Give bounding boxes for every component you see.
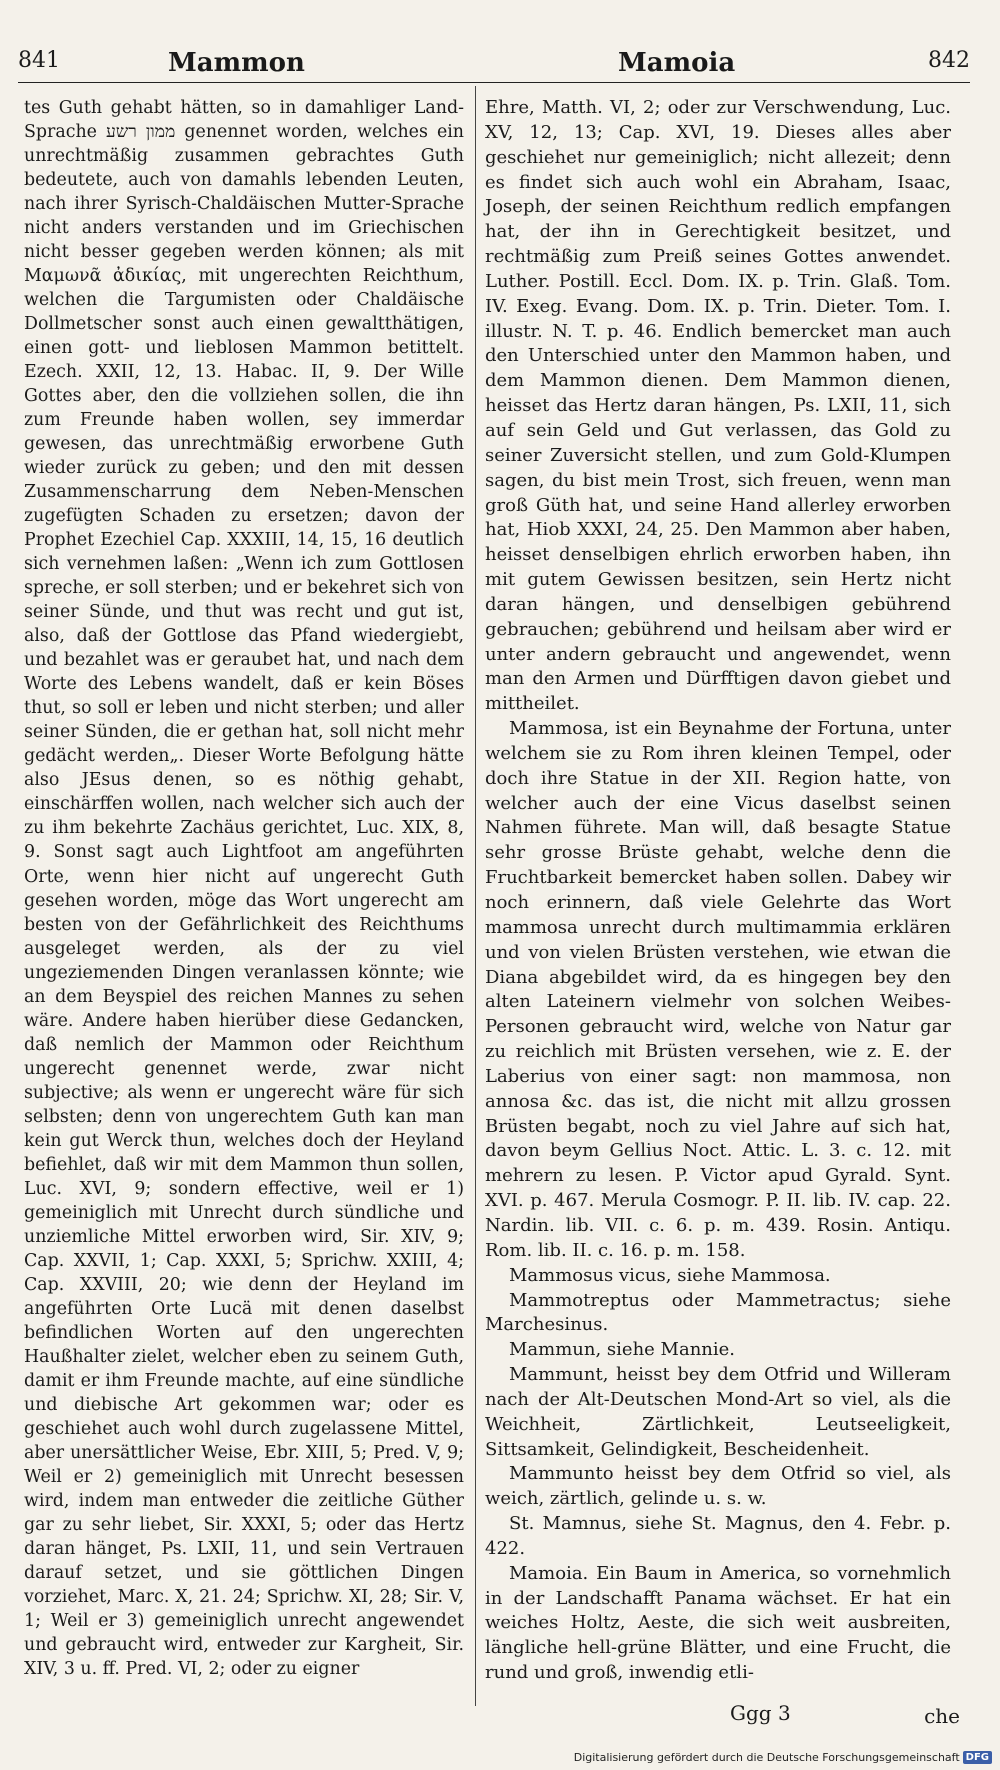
right-paragraph: Mammosus vicus, siehe Mammosa. [509, 1264, 831, 1286]
right-paragraph: Mamoia. Ein Baum in America, so vornehmlich in der Landschafft Panama wächset. Er hat ein weiches Holtz, Aeste, die sich weit ausbreiten, längliche hell-grüne Blätter, und eine Frucht, die rund und groß, inwendig etli- [485, 1562, 951, 1684]
right-paragraph: Mammosa, ist ein Beynahme der Fortuna, unter welchem sie zu Rom ihren kleinen Tempel, oder doch ihre Statue in der XII. Region hatte, von welcher auch der eine Vicus daselbst seinen Nahmen führete. Man will, daß besagte Statue sehr grosse Brüste gehabt, welche denn die Fruchtbarkeit bemercket haben sollen. Dabey wir noch erinnern, daß viele Gelehrte das Wort mammosa unrecht durch multimammia erklären und von vielen Brüsten verstehen, wie etwan die Diana abgebildet wird, da es hingegen bey den alten Lateinern vielmehr von solchen Weibes-Personen gebraucht wird, welche von Natur gar zu reichlich mit Brüsten versehen, wie z. E. der Laberius von einer sagt: non mammosa, non annosa &c. das ist, die nicht mit allzu grossen Brüsten begabt, noch zu viel Jahre auf sich hat, davon beym Gellius Noct. Attic. L. 3. c. 12. mit mehrern zu lesen. P. Victor apud Gyrald. Synt. XVI. p. 467. Merula Cosmogr. P. II. lib. IV. cap. 22. Nardin. lib. VII. c. 6. p. m. 439. Rosin. Antiqu. Rom. lib. II. c. 16. p. m. 158. [485, 718, 951, 1261]
left-column [24, 96, 464, 1681]
column-divider [475, 86, 476, 1706]
right-column [485, 96, 951, 1686]
right-paragraph: Mammunto heisst bey dem Otfrid so viel, als weich, zärtlich, gelinde u. s. w. [485, 1463, 951, 1510]
page-number-right: 842 [928, 48, 970, 73]
right-paragraph: St. Mamnus, siehe St. Magnus, den 4. Febr. p. 422. [485, 1513, 951, 1559]
right-paragraph: Ehre, Matth. VI, 2; oder zur Verschwendung, Luc. XV, 12, 13; Cap. XVI, 19. Dieses alles aber geschiehet nur gemeiniglich; nicht allezeit; denn es findet sich auch wohl ein Abraham, Isaac, Joseph, der seinen Reichthum redlich empfangen hat, der ihn in Gerechtigkeit besitzet, und rechtmäßig zum Preiß seines Gottes anwendet. Luther. Postill. Eccl. Dom. IX. p. Trin. Glaß. Tom. IV. Exeg. Evang. Dom. IX. p. Trin. Dieter. Tom. I. illustr. N. T. p. 46. Endlich bemercket man auch den Unterschied unter den Mammon haben, und dem Mammon dienen. Dem Mammon dienen, heisset das Hertz daran hängen, Ps. LXII, 11, sich auf sein Geld und Gut verlassen, das Gold zu seiner Zuversicht stellen, und zum Gold-Klumpen sagen, du bist mein Trost, sich freuen, wenn man groß Güth hat, und seine Hand allerley erworben hat, Hiob XXXI, 24, 25. Den Mammon aber haben, heisset denselbigen ehrlich erworben haben, ihn mit gutem Gewissen besitzen, sein Hertz nicht daran hängen, und denselbigen gebührend gebrauchen; gebührend und heilsam aber wird er unter andern gebraucht und angewendet, wenn man den Armen und Dürfftigen davon giebet und mittheilet. [485, 97, 951, 715]
right-paragraph: Mammunt, heisst bey dem Otfrid und Willeram nach der Alt-Deutschen Mond-Art so viel, als die Weichheit, Zärtlichkeit, Leutseeligkeit, Sittsamkeit, Gelindigkeit, Bescheidenheit. [485, 1364, 951, 1460]
running-headword-left: Mammon [168, 48, 305, 78]
header-rule [18, 82, 970, 83]
footer-text: Digitalisierung gefördert durch die Deutsche Forschungsgemeinschaft [573, 1751, 960, 1764]
page-number-left: 841 [18, 48, 60, 73]
right-paragraph: Mammotreptus oder Mammetractus; siehe Marchesinus. [485, 1289, 951, 1336]
dfg-logo-icon: DFG [963, 1751, 992, 1764]
printer-signature: Ggg 3 [730, 1701, 791, 1725]
running-headword-right: Mamoia [618, 48, 736, 78]
right-paragraph: Mammun, siehe Mannie. [509, 1339, 736, 1361]
footer-credit [574, 1751, 992, 1764]
catchword: che [924, 1704, 960, 1728]
left-paragraph: tes Guth gehabt hätten, so in damahliger Land-Sprache ממון רשע genennet worden, welches ein unrechtmäßig zusammen gebrachtes Guth bedeutete, auch von damahls lebenden Leuten, nach ihrer Syrisch-Chaldäischen Mutter-Sprache nicht anders verstanden und im Griechischen nicht besser gegeben werden können; als mit Μαμωνᾶ ἀδικίας, mit ungerechten Reichthum, welchen die Targumisten oder Chaldäische Dollmetscher sonst auch einen gewaltthätigen, einen gott- und lieblosen Mammon betittelt. Ezech. XXII, 12, 13. Habac. II, 9. Der Wille Gottes aber, den die vollziehen sollen, die ihn zum Freunde haben wollen, sey immerdar gewesen, das unrechtmäßig erworbene Guth wieder zurück zu geben; und den mit dessen Zusammenscharrung dem Neben-Menschen zugefügten Schaden zu ersetzen; davon der Prophet Ezechiel Cap. XXXIII, 14, 15, 16 deutlich sich vernehmen laßen: „Wenn ich zum Gottlosen spreche, er soll sterben; und er bekehret sich von seiner Sünde, und thut was recht und gut ist, also, daß der Gottlose das Pfand wiedergiebt, und bezahlet was er geraubet hat, und nach dem Worte des Lebens wandelt, daß er kein Böses thut, so soll er leben und nicht sterben; und aller seiner Sünden, die er gethan hat, soll nicht mehr gedächt werden„. Dieser Worte Befolgung hätte also JEsus denen, so es nöthig gehabt, einschärffen wollen, nach welcher sich auch der zu ihm bekehrte Zachäus gerichtet, Luc. XIX, 8, 9. Sonst sagt auch Lightfoot am angeführten Orte, wenn hier nicht auf ungerecht Guth gesehen worden, möge das Wort ungerecht am besten von der Gefährlichkeit des Reichthums ausgeleget werden, als der zu viel ungeziemenden Dingen veranlassen könnte; wie an dem Beyspiel des reichen Mannes zu sehen wäre. Andere haben hierüber diese Gedancken, daß nemlich der Mammon oder Reichthum ungerecht genennet werde, zwar nicht subjective; als wenn er ungerecht wäre für sich selbsten; denn von ungerechtem Guth kan man kein gut Werck thun, welches doch der Heyland befiehlet, daß wir mit dem Mammon thun sollen, Luc. XVI, 9; sondern effective, weil er 1) gemeiniglich mit Unrecht durch sündliche und unziemliche Mittel erworben wird, Sir. XIV, 9; Cap. XXVII, 1; Cap. XXXI, 5; Sprichw. XXIII, 4; Cap. XXVIII, 20; wie denn der Heyland im angeführten Orte Lucä mit denen daselbst befindlichen Worten auf den ungerechten Haußhalter zielet, welcher eben zu seinem Guth, damit er ihm Freunde machte, auf eine sündliche und diebische Art gekommen war; oder es geschiehet auch wohl durch zugelassene Mittel, aber unersättlicher Weise, Ebr. XIII, 5; Pred. V, 9; Weil er 2) gemeiniglich mit Unrecht besessen wird, indem man entweder die zeitliche Güther gar zu sehr liebet, Sir. XXXI, 5; oder das Hertz daran hänget, Ps. LXII, 11, und sein Vertrauen darauf setzet, und sie göttlichen Dingen vorziehet, Marc. X, 21. 24; Sprichw. XI, 28; Sir. V, 1; Weil er 3) gemeiniglich unrecht angewendet und gebraucht wird, entweder zur Kargheit, Sir. XIV, 3 u. ff. Pred. VI, 2; oder zu eigner [24, 98, 464, 1680]
